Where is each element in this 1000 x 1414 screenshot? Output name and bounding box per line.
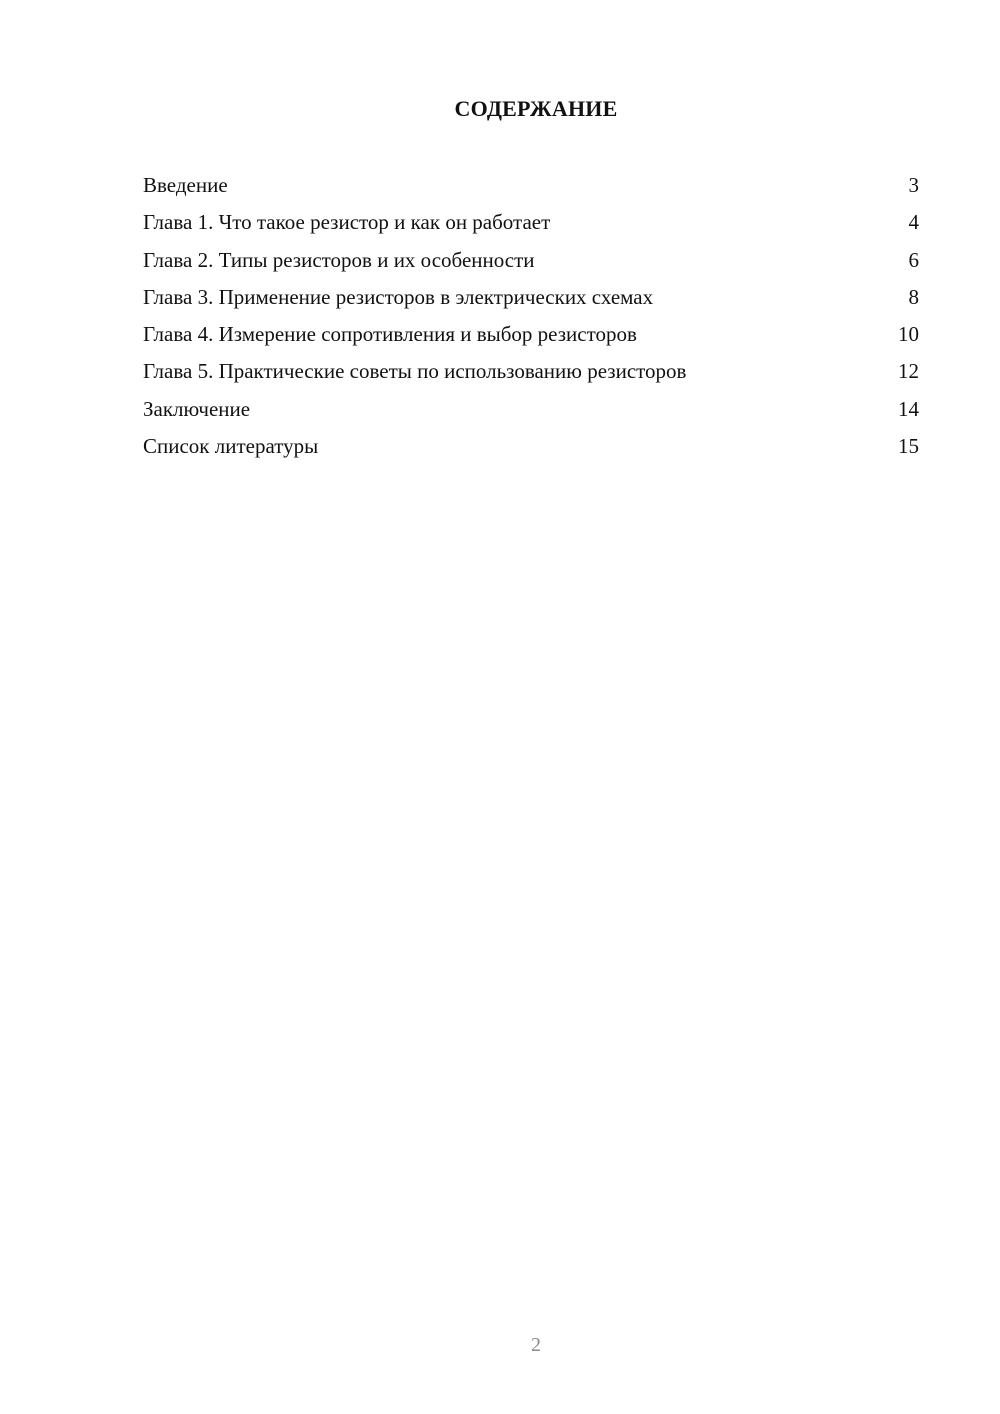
toc-entry-introduction [143, 169, 919, 206]
toc-entry-page: 14 [898, 396, 919, 421]
toc-entry-chapter-4 [143, 318, 919, 355]
page-number: 2 [531, 1334, 541, 1356]
table-of-contents [143, 169, 919, 467]
toc-entry-page: 8 [908, 284, 919, 309]
toc-entry-conclusion [143, 393, 919, 430]
toc-entry-label: Глава 3. Применение резисторов в электрических схемах [143, 284, 654, 309]
toc-entry-chapter-2 [143, 244, 919, 281]
toc-entry-label: Список литературы [143, 434, 319, 459]
toc-entry-label: Глава 5. Практические советы по использованию резисторов [143, 359, 687, 384]
toc-entry-label: Глава 2. Типы резисторов и их особенности [143, 247, 535, 272]
toc-entry-page: 12 [898, 359, 919, 384]
toc-entry-page: 4 [908, 210, 919, 235]
toc-entry-references [143, 430, 919, 467]
toc-entry-label: Введение [143, 173, 228, 197]
toc-entry-page: 15 [898, 434, 919, 459]
toc-entry-label: Заключение [143, 396, 251, 421]
toc-entry-chapter-3 [143, 281, 919, 318]
toc-entry-page: 6 [908, 247, 919, 272]
toc-entry-page: 10 [898, 322, 919, 347]
toc-entry-chapter-1 [143, 206, 919, 243]
toc-entry-page: 3 [908, 173, 919, 197]
toc-entry-chapter-5 [143, 355, 919, 392]
toc-title: СОДЕРЖАНИЕ [454, 96, 618, 121]
toc-entry-label: Глава 1. Что такое резистор и как он работает [143, 210, 551, 235]
toc-entry-label: Глава 4. Измерение сопротивления и выбор резисторов [143, 322, 637, 347]
